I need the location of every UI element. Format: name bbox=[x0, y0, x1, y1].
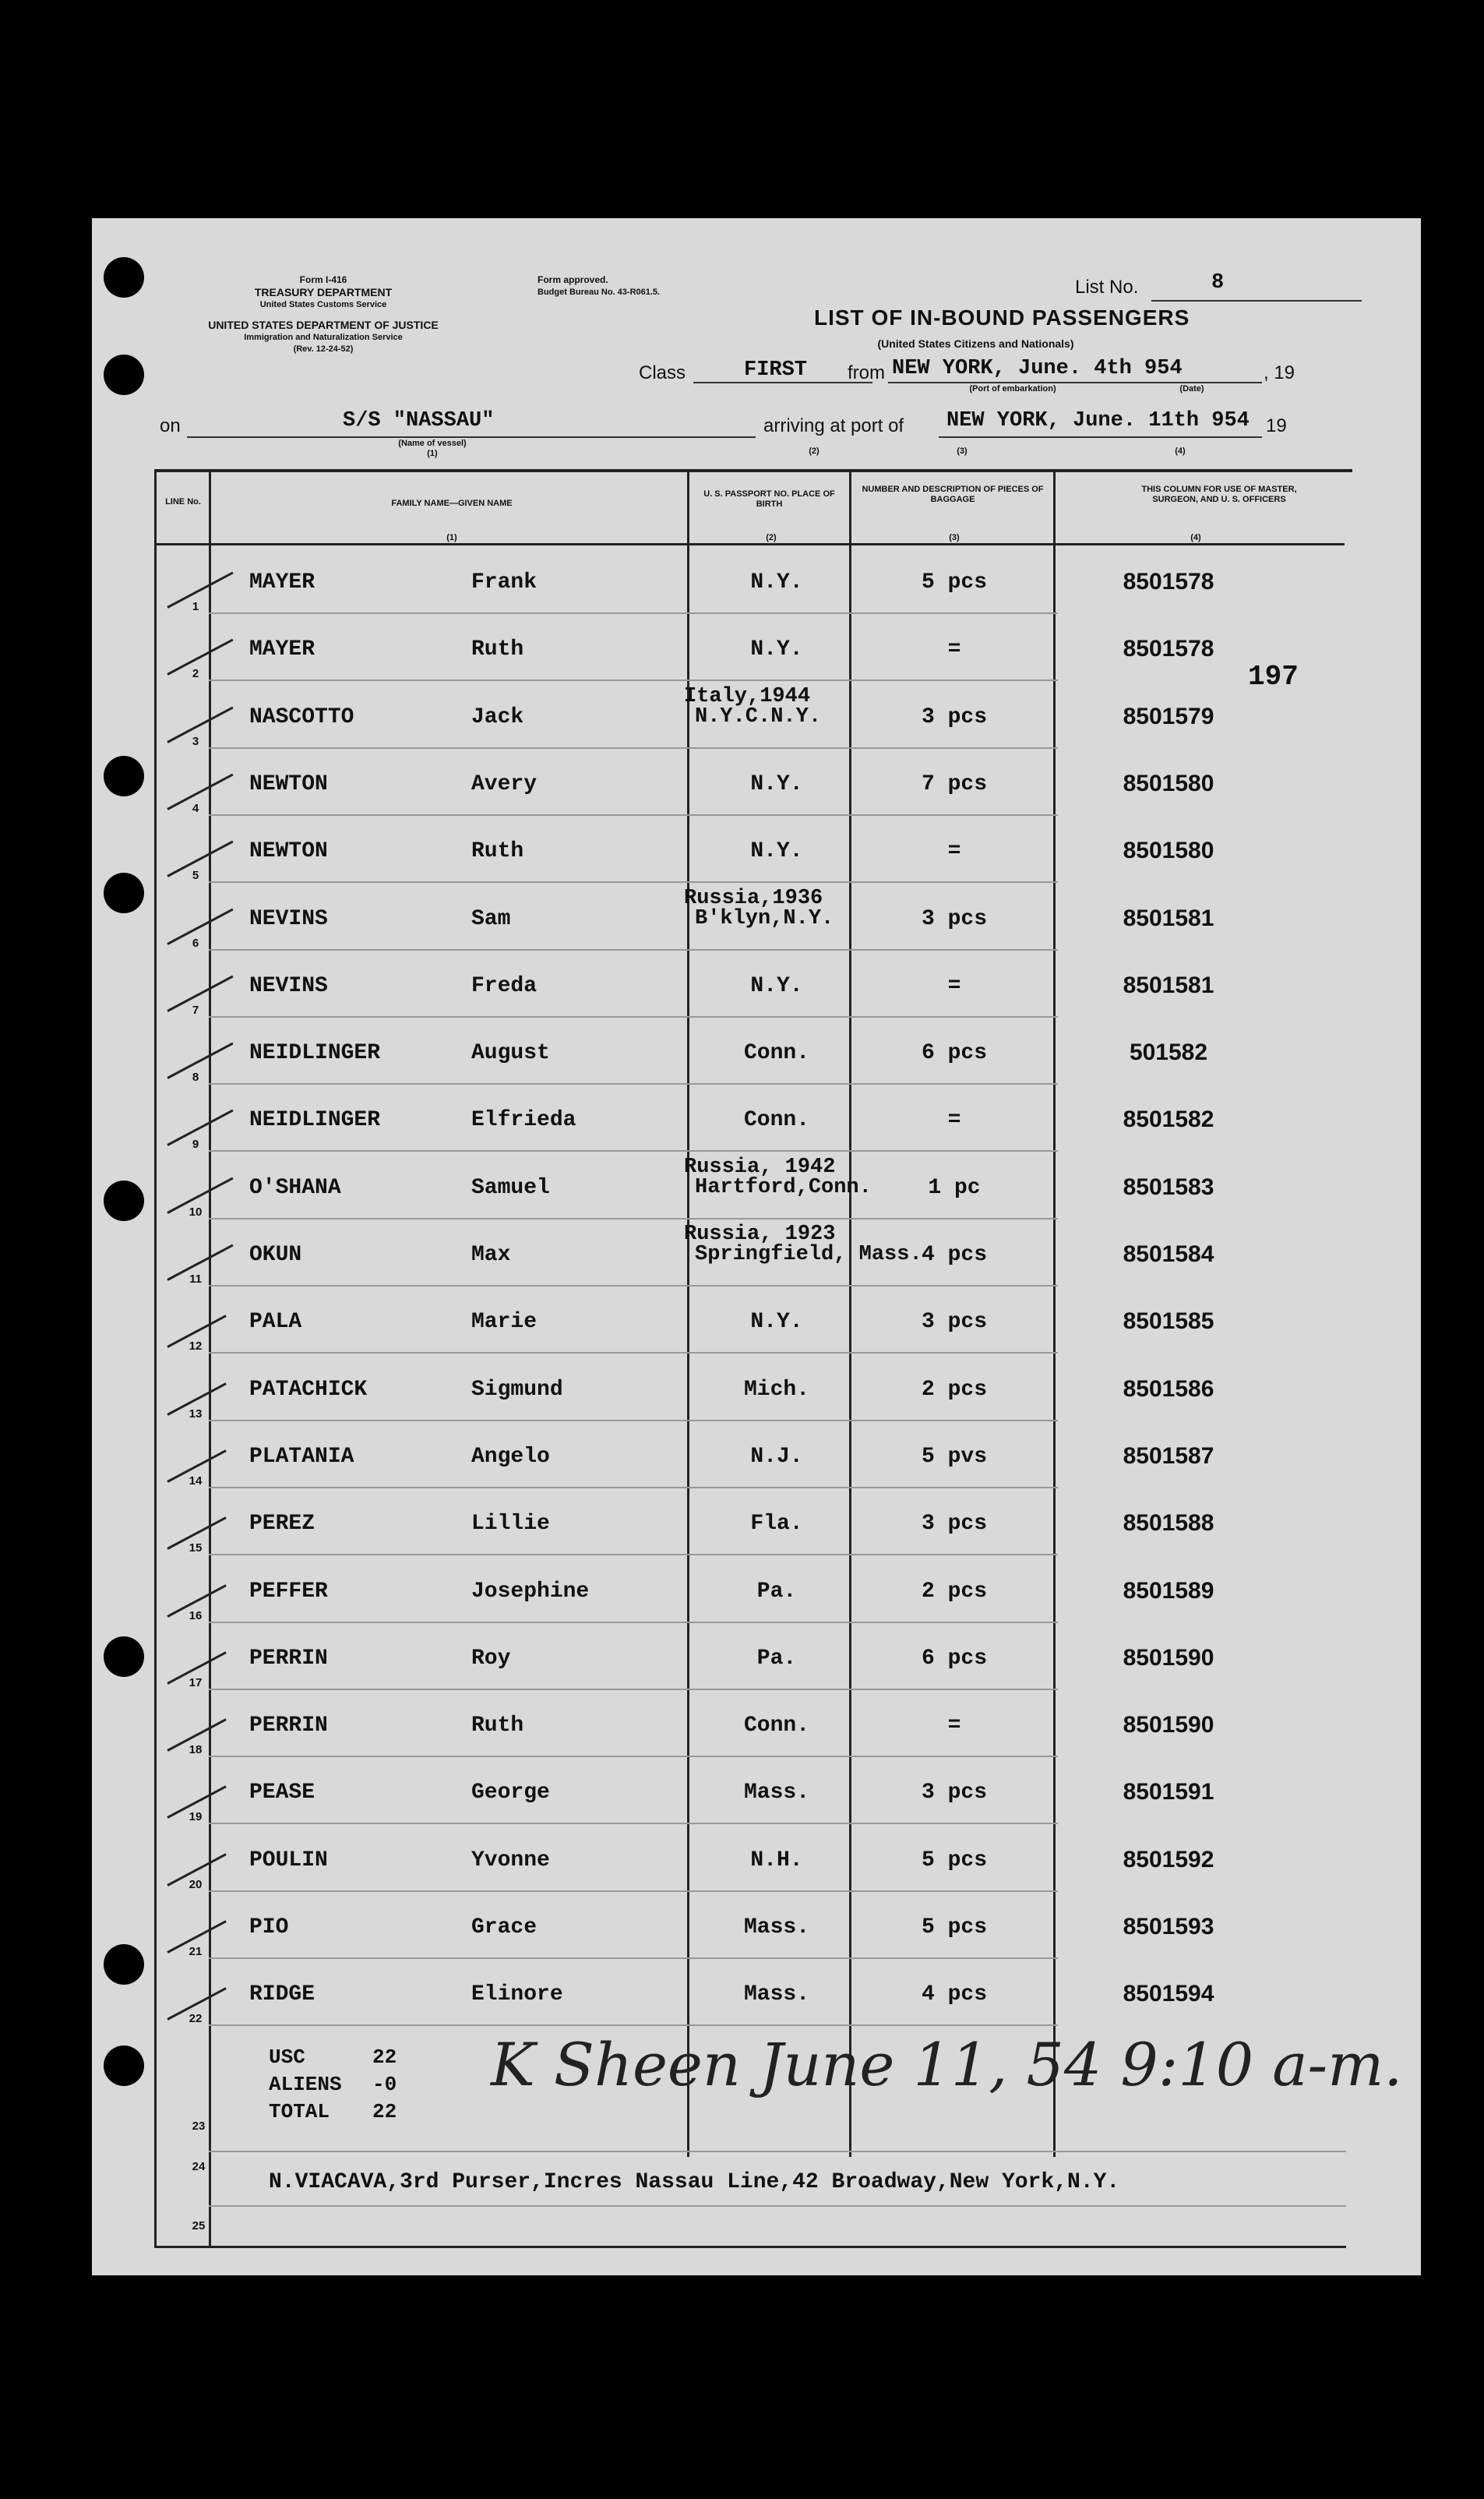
line-number: 25 bbox=[192, 2219, 206, 2233]
family-name: NEWTON bbox=[249, 839, 328, 863]
line-number: 21 bbox=[189, 1945, 203, 1958]
row-divider bbox=[209, 2024, 1058, 2026]
row-divider bbox=[209, 1218, 1058, 1219]
family-name: O'SHANA bbox=[249, 1176, 341, 1200]
given-name: Samuel bbox=[471, 1176, 550, 1200]
arriving-value: NEW YORK, June. 11th 954 bbox=[946, 409, 1250, 432]
officer-number: 8501592 bbox=[1123, 1847, 1214, 1872]
ins-label: Immigration and Naturalization Service bbox=[244, 333, 403, 342]
officer-number: 8501593 bbox=[1123, 1914, 1214, 1940]
line-number: 5 bbox=[192, 869, 199, 882]
birth-note: Russia, 1942 bbox=[684, 1156, 836, 1179]
officer-number: 8501590 bbox=[1123, 1712, 1214, 1738]
baggage: 5 pcs bbox=[921, 570, 987, 595]
punch-hole bbox=[104, 1636, 144, 1677]
family-name: PATACHICK bbox=[249, 1378, 368, 1402]
given-name: Frank bbox=[471, 570, 538, 595]
given-name: Marie bbox=[471, 1310, 538, 1334]
family-name: POULIN bbox=[249, 1848, 328, 1872]
officer-number: 8501589 bbox=[1123, 1578, 1214, 1604]
officer-number: 8501578 bbox=[1123, 636, 1214, 662]
col-number-1: (1) bbox=[446, 533, 457, 542]
line-number: 14 bbox=[189, 1474, 203, 1488]
vessel-name: S/S "NASSAU" bbox=[343, 409, 495, 432]
row-divider bbox=[209, 1890, 1058, 1892]
place-of-birth: N.Y. bbox=[750, 974, 803, 998]
punch-hole bbox=[104, 1181, 144, 1221]
line-number: 16 bbox=[189, 1609, 203, 1622]
place-of-birth: Hartford,Conn. bbox=[695, 1176, 872, 1199]
place-of-birth: B'klyn,N.Y. bbox=[695, 907, 834, 930]
place-of-birth: Fla. bbox=[750, 1512, 803, 1536]
line-number: 6 bbox=[192, 937, 199, 950]
line-number: 1 bbox=[192, 600, 199, 613]
punch-hole bbox=[104, 756, 144, 796]
baggage: 1 pc bbox=[928, 1176, 981, 1200]
date-caption: (Date) bbox=[1179, 384, 1204, 394]
row-divider bbox=[209, 1420, 1058, 1421]
usc-label: USC bbox=[269, 2045, 305, 2069]
given-name: Roy bbox=[471, 1647, 511, 1671]
punch-hole bbox=[104, 2045, 144, 2086]
line-number: 11 bbox=[189, 1272, 202, 1286]
place-of-birth: Conn. bbox=[743, 1714, 809, 1738]
caption-3: (3) bbox=[957, 447, 968, 456]
officer-number: 8501580 bbox=[1123, 838, 1214, 863]
place-of-birth: N.Y. bbox=[750, 637, 803, 662]
col-number-4: (4) bbox=[1190, 533, 1201, 542]
baggage: 3 pcs bbox=[921, 1310, 987, 1334]
place-of-birth: N.Y. bbox=[750, 1310, 803, 1334]
given-name: Ruth bbox=[471, 1714, 524, 1738]
line-number: 10 bbox=[189, 1205, 203, 1219]
row-divider bbox=[209, 1285, 1058, 1287]
officer-number: 8501578 bbox=[1123, 569, 1214, 595]
caption-4: (4) bbox=[1175, 447, 1186, 456]
line-number: 15 bbox=[189, 1541, 203, 1555]
family-name: MAYER bbox=[249, 570, 315, 595]
header-separator bbox=[154, 543, 1345, 545]
given-name: Angelo bbox=[471, 1445, 550, 1469]
col-header-passport: U. S. PASSPORT NO. PLACE OF BIRTH bbox=[703, 489, 835, 509]
baggage: = bbox=[947, 1108, 961, 1132]
given-name: Grace bbox=[471, 1915, 538, 1940]
family-name: NEVINS bbox=[249, 907, 328, 931]
row-divider bbox=[209, 1352, 1058, 1354]
arriving-year: 19 bbox=[1266, 415, 1287, 436]
list-no-value: 8 bbox=[1211, 271, 1225, 295]
officer-number: 8501581 bbox=[1123, 972, 1214, 998]
total-label: TOTAL bbox=[269, 2100, 330, 2123]
row-divider bbox=[209, 881, 1058, 883]
budget-number: Budget Bureau No. 43-R061.5. bbox=[538, 288, 661, 297]
officer-number: 8501594 bbox=[1123, 1981, 1214, 2007]
col-header-line: LINE No. bbox=[165, 497, 201, 507]
line-number: 9 bbox=[192, 1138, 199, 1151]
place-of-birth: N.J. bbox=[750, 1445, 803, 1469]
family-name: NEVINS bbox=[249, 974, 328, 998]
given-name: Jack bbox=[471, 705, 524, 729]
line-number: 22 bbox=[189, 2012, 203, 2025]
baggage: 3 pcs bbox=[921, 705, 987, 729]
place-of-birth: Conn. bbox=[743, 1108, 809, 1132]
baggage: 3 pcs bbox=[921, 907, 987, 931]
page-title: LIST OF IN-BOUND PASSENGERS bbox=[814, 305, 1190, 330]
revision-label: (Rev. 12-24-52) bbox=[293, 344, 354, 354]
punch-hole bbox=[104, 1944, 144, 1985]
row-divider bbox=[209, 612, 1058, 614]
table-bottom-border bbox=[154, 2246, 1346, 2248]
family-name: PEREZ bbox=[249, 1512, 315, 1536]
officer-number: 8501581 bbox=[1123, 905, 1214, 931]
place-of-birth: N.Y. bbox=[750, 839, 803, 863]
row-divider bbox=[209, 949, 1058, 951]
treasury-label: TREASURY DEPARTMENT bbox=[254, 286, 393, 298]
baggage-divider bbox=[1053, 469, 1056, 2157]
officer-number: 8501580 bbox=[1123, 771, 1214, 796]
baggage: 5 pvs bbox=[921, 1445, 987, 1469]
page-subtitle: (United States Citizens and Nationals) bbox=[877, 337, 1074, 350]
line-no-divider bbox=[209, 469, 211, 2247]
line-number: 23 bbox=[192, 2120, 206, 2133]
row-divider bbox=[209, 1016, 1058, 1018]
family-name: PEFFER bbox=[249, 1580, 328, 1604]
place-of-birth: N.Y. bbox=[750, 570, 803, 595]
customs-label: United States Customs Service bbox=[259, 300, 387, 309]
officer-number: 8501588 bbox=[1123, 1510, 1214, 1536]
place-of-birth: Mich. bbox=[743, 1378, 809, 1402]
family-name: MAYER bbox=[249, 637, 315, 662]
row-divider bbox=[209, 747, 1058, 749]
baggage: = bbox=[947, 974, 961, 998]
given-name: Avery bbox=[471, 772, 538, 796]
col-header-officers: THIS COLUMN FOR USE OF MASTER, SURGEON, AND U. S. OFFICERS bbox=[1141, 485, 1297, 504]
family-name: PERRIN bbox=[249, 1647, 328, 1671]
row-divider bbox=[209, 679, 1058, 681]
family-name: PEASE bbox=[249, 1781, 315, 1805]
aliens-label: ALIENS bbox=[269, 2073, 342, 2096]
given-name: Elfrieda bbox=[471, 1108, 576, 1132]
baggage: 7 pcs bbox=[921, 772, 987, 796]
class-line bbox=[693, 382, 872, 383]
family-name: NASCOTTO bbox=[249, 705, 354, 729]
baggage: 4 pcs bbox=[921, 1982, 987, 2007]
inspector-signature: K Sheen June 11, 54 9:10 a-m. bbox=[491, 2030, 1403, 2099]
family-name: NEIDLINGER bbox=[249, 1041, 381, 1065]
line-number: 7 bbox=[192, 1004, 199, 1017]
officer-number: 8501587 bbox=[1123, 1443, 1214, 1469]
col-header-name: FAMILY NAME—GIVEN NAME bbox=[391, 499, 513, 508]
line-number: 19 bbox=[189, 1810, 203, 1823]
given-name: Sam bbox=[471, 907, 511, 931]
row-divider bbox=[209, 1957, 1058, 1959]
officer-number: 8501590 bbox=[1123, 1645, 1214, 1671]
total-count: 22 bbox=[372, 2100, 397, 2123]
line-number: 8 bbox=[192, 1071, 199, 1084]
form-approved: Form approved. bbox=[538, 274, 608, 285]
place-of-birth: Pa. bbox=[756, 1580, 797, 1604]
place-of-birth: Mass. bbox=[743, 1982, 809, 2007]
class-label: Class bbox=[639, 362, 686, 383]
year-suffix: , 19 bbox=[1264, 362, 1295, 383]
name-divider bbox=[687, 469, 689, 2157]
baggage: 5 pcs bbox=[921, 1848, 987, 1872]
place-of-birth: N.Y.C.N.Y. bbox=[695, 705, 822, 729]
row-divider bbox=[209, 1622, 1058, 1623]
col-header-baggage: NUMBER AND DESCRIPTION OF PIECES OF BAGGAGE bbox=[862, 485, 1044, 504]
row-divider bbox=[209, 1487, 1058, 1488]
family-name: PLATANIA bbox=[249, 1445, 354, 1469]
table-left-border bbox=[154, 469, 157, 2247]
given-name: Freda bbox=[471, 974, 538, 998]
line-number: 12 bbox=[189, 1340, 203, 1353]
side-number: 197 bbox=[1248, 661, 1299, 693]
baggage: 3 pcs bbox=[921, 1781, 987, 1805]
family-name: RIDGE bbox=[249, 1982, 315, 2007]
given-name: Lillie bbox=[471, 1512, 550, 1536]
place-of-birth: Springfield, Mass. bbox=[695, 1243, 922, 1266]
family-name: OKUN bbox=[249, 1243, 302, 1267]
given-name: Sigmund bbox=[471, 1378, 563, 1402]
officer-number: 8501579 bbox=[1123, 704, 1214, 729]
baggage: 5 pcs bbox=[921, 1915, 987, 1940]
officer-number: 8501585 bbox=[1123, 1308, 1214, 1334]
place-of-birth: N.Y. bbox=[750, 772, 803, 796]
punch-hole bbox=[104, 355, 144, 395]
port-caption: (Port of embarkation) bbox=[969, 384, 1056, 394]
baggage: 6 pcs bbox=[921, 1041, 987, 1065]
line-number: 3 bbox=[192, 735, 199, 748]
baggage: 4 pcs bbox=[921, 1243, 987, 1267]
family-name: PERRIN bbox=[249, 1714, 328, 1738]
usc-count: 22 bbox=[372, 2045, 397, 2069]
row-divider bbox=[209, 2205, 1346, 2207]
row-divider bbox=[209, 1823, 1058, 1824]
place-of-birth: Conn. bbox=[743, 1041, 809, 1065]
on-label: on bbox=[160, 415, 181, 436]
officer-number: 8501583 bbox=[1123, 1174, 1214, 1200]
officer-number: 8501586 bbox=[1123, 1376, 1214, 1402]
form-number: Form I-416 bbox=[299, 274, 347, 285]
col-number-2: (2) bbox=[766, 533, 777, 542]
birth-note: Italy,1944 bbox=[684, 685, 811, 708]
baggage: 2 pcs bbox=[921, 1580, 987, 1604]
row-divider bbox=[209, 2151, 1346, 2152]
line-number: 13 bbox=[189, 1407, 203, 1421]
list-no-label: List No. bbox=[1075, 277, 1139, 298]
officer-number: 8501582 bbox=[1123, 1107, 1214, 1132]
caption-2: (2) bbox=[809, 447, 820, 456]
table-top-border bbox=[154, 469, 1352, 472]
officer-number: 8501584 bbox=[1123, 1241, 1214, 1267]
baggage: = bbox=[947, 839, 961, 863]
line-number: 4 bbox=[192, 802, 199, 815]
baggage: = bbox=[947, 1714, 961, 1738]
purser-line: N.VIACAVA,3rd Purser,Incres Nassau Line,42 Broadway,New York,N.Y. bbox=[269, 2170, 1120, 2194]
row-divider bbox=[209, 1083, 1058, 1085]
from-label: from bbox=[848, 362, 885, 383]
line-number: 18 bbox=[189, 1743, 203, 1756]
officer-number: 8501591 bbox=[1123, 1779, 1214, 1805]
arriving-line bbox=[939, 436, 1262, 438]
class-value: FIRST bbox=[744, 358, 808, 382]
vessel-caption-number: (1) bbox=[427, 449, 438, 458]
given-name: August bbox=[471, 1041, 550, 1065]
line-number: 2 bbox=[192, 667, 199, 680]
officer-number: 501582 bbox=[1129, 1039, 1208, 1065]
given-name: Josephine bbox=[471, 1580, 590, 1604]
place-of-birth: Pa. bbox=[756, 1647, 797, 1671]
list-no-line bbox=[1151, 300, 1362, 302]
family-name: NEIDLINGER bbox=[249, 1108, 381, 1132]
vessel-caption: (Name of vessel) bbox=[398, 439, 467, 448]
row-divider bbox=[209, 1756, 1058, 1757]
family-name: NEWTON bbox=[249, 772, 328, 796]
baggage: = bbox=[947, 637, 961, 662]
place-of-birth: Mass. bbox=[743, 1915, 809, 1940]
birth-note: Russia,1936 bbox=[684, 887, 823, 910]
family-name: PALA bbox=[249, 1310, 302, 1334]
from-value: NEW YORK, June. 4th 954 bbox=[892, 357, 1183, 380]
given-name: Max bbox=[471, 1243, 511, 1267]
birth-note: Russia, 1923 bbox=[684, 1223, 836, 1246]
line-number: 24 bbox=[192, 2160, 206, 2173]
aliens-count: -0 bbox=[372, 2073, 397, 2096]
row-divider bbox=[209, 1554, 1058, 1555]
given-name: Ruth bbox=[471, 839, 524, 863]
row-divider bbox=[209, 1150, 1058, 1152]
col-number-3: (3) bbox=[949, 533, 960, 542]
place-of-birth: N.H. bbox=[750, 1848, 803, 1872]
punch-hole bbox=[104, 257, 144, 298]
given-name: Yvonne bbox=[471, 1848, 550, 1872]
row-divider bbox=[209, 814, 1058, 816]
family-name: PIO bbox=[249, 1915, 289, 1940]
baggage: 6 pcs bbox=[921, 1647, 987, 1671]
given-name: George bbox=[471, 1781, 550, 1805]
row-divider bbox=[209, 1689, 1058, 1690]
justice-label: UNITED STATES DEPARTMENT OF JUSTICE bbox=[208, 319, 439, 331]
baggage: 2 pcs bbox=[921, 1378, 987, 1402]
given-name: Ruth bbox=[471, 637, 524, 662]
line-number: 17 bbox=[189, 1676, 203, 1689]
given-name: Elinore bbox=[471, 1982, 563, 2007]
punch-hole bbox=[104, 873, 144, 913]
baggage: 3 pcs bbox=[921, 1512, 987, 1536]
arriving-label: arriving at port of bbox=[763, 415, 904, 436]
place-of-birth: Mass. bbox=[743, 1781, 809, 1805]
line-number: 20 bbox=[189, 1878, 203, 1891]
